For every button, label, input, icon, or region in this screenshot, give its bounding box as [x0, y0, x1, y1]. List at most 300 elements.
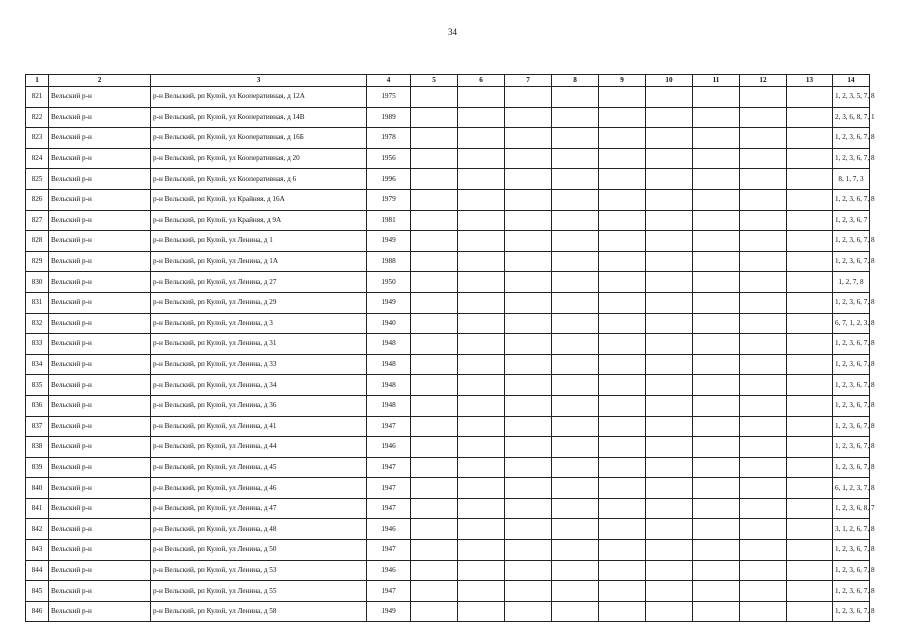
empty-cell [787, 457, 833, 478]
empty-cell [411, 601, 458, 622]
column-14-cell: 1, 2, 3, 6, 7, 8 [833, 395, 870, 416]
empty-cell [552, 334, 599, 355]
empty-cell [505, 128, 552, 149]
empty-cell [599, 128, 646, 149]
empty-cell [740, 519, 787, 540]
district-cell: Вельский р-н [49, 560, 151, 581]
empty-cell [552, 478, 599, 499]
empty-cell [505, 395, 552, 416]
empty-cell [740, 87, 787, 108]
empty-cell [787, 354, 833, 375]
empty-cell [458, 148, 505, 169]
empty-cell [740, 375, 787, 396]
empty-cell [599, 601, 646, 622]
row-number-cell: 844 [26, 560, 49, 581]
empty-cell [787, 313, 833, 334]
column-14-cell: 1, 2, 3, 6, 7, 8 [833, 581, 870, 602]
empty-cell [693, 169, 740, 190]
empty-cell [740, 416, 787, 437]
empty-cell [740, 272, 787, 293]
empty-cell [411, 210, 458, 231]
address-cell: р-н Вельский, рп Кулой, ул Ленина, д 46 [151, 478, 367, 499]
empty-cell [646, 416, 693, 437]
empty-cell [693, 498, 740, 519]
empty-cell [411, 87, 458, 108]
empty-cell [411, 272, 458, 293]
empty-cell [646, 601, 693, 622]
empty-cell [599, 313, 646, 334]
empty-cell [599, 210, 646, 231]
empty-cell [411, 354, 458, 375]
year-cell: 1946 [367, 560, 411, 581]
empty-cell [411, 169, 458, 190]
table-row [26, 437, 870, 458]
table-row [26, 210, 870, 231]
column-14-cell: 3, 1, 2, 6, 7, 8 [833, 519, 870, 540]
table-body [26, 87, 875, 622]
district-cell: Вельский р-н [49, 272, 151, 293]
empty-cell [458, 107, 505, 128]
empty-cell [693, 87, 740, 108]
year-cell: 1988 [367, 251, 411, 272]
empty-cell [740, 437, 787, 458]
empty-cell [552, 189, 599, 210]
page-number: 34 [448, 27, 457, 37]
empty-cell [693, 416, 740, 437]
empty-cell [646, 334, 693, 355]
table-row [26, 478, 870, 499]
row-number-cell: 836 [26, 395, 49, 416]
table-row [26, 416, 870, 437]
column-header: 14 [833, 75, 870, 87]
empty-cell [599, 478, 646, 499]
empty-cell [458, 272, 505, 293]
empty-cell [505, 519, 552, 540]
column-header: 8 [552, 75, 599, 87]
row-number-cell: 834 [26, 354, 49, 375]
empty-cell [552, 457, 599, 478]
empty-cell [411, 231, 458, 252]
empty-cell [740, 498, 787, 519]
empty-cell [646, 107, 693, 128]
table-row [26, 334, 870, 355]
column-14-cell: 1, 2, 3, 6, 7, 8 [833, 437, 870, 458]
table-row [26, 519, 870, 540]
empty-cell [599, 231, 646, 252]
row-number-cell: 833 [26, 334, 49, 355]
row-number-cell: 828 [26, 231, 49, 252]
row-number-cell: 835 [26, 375, 49, 396]
empty-cell [458, 189, 505, 210]
empty-cell [505, 231, 552, 252]
empty-cell [740, 478, 787, 499]
year-cell: 1996 [367, 169, 411, 190]
year-cell: 1949 [367, 292, 411, 313]
empty-cell [787, 87, 833, 108]
empty-cell [740, 231, 787, 252]
table-row [26, 581, 870, 602]
address-cell: р-н Вельский, рп Кулой, ул Ленина, д 3 [151, 313, 367, 334]
row-number-cell: 842 [26, 519, 49, 540]
empty-cell [693, 457, 740, 478]
address-cell: р-н Вельский, рп Кулой, ул Ленина, д 33 [151, 354, 367, 375]
empty-cell [552, 601, 599, 622]
empty-cell [646, 272, 693, 293]
empty-cell [740, 251, 787, 272]
empty-cell [505, 581, 552, 602]
empty-cell [646, 437, 693, 458]
address-cell: р-н Вельский, рп Кулой, ул Ленина, д 27 [151, 272, 367, 293]
empty-cell [458, 457, 505, 478]
empty-cell [599, 540, 646, 561]
column-14-cell: 1, 2, 3, 6, 7, 8 [833, 189, 870, 210]
table-row [26, 354, 870, 375]
empty-cell [599, 416, 646, 437]
district-cell: Вельский р-н [49, 107, 151, 128]
empty-cell [740, 148, 787, 169]
address-cell: р-н Вельский, рп Кулой, ул Ленина, д 58 [151, 601, 367, 622]
empty-cell [599, 395, 646, 416]
empty-cell [458, 87, 505, 108]
table-row [26, 231, 870, 252]
empty-cell [646, 581, 693, 602]
column-header: 1 [26, 75, 49, 87]
row-number-cell: 837 [26, 416, 49, 437]
empty-cell [552, 148, 599, 169]
empty-cell [411, 395, 458, 416]
table-row [26, 313, 870, 334]
empty-cell [787, 519, 833, 540]
empty-cell [505, 189, 552, 210]
year-cell: 1940 [367, 313, 411, 334]
empty-cell [740, 457, 787, 478]
column-14-cell: 1, 2, 3, 6, 7, 8 [833, 231, 870, 252]
empty-cell [411, 478, 458, 499]
row-number-cell: 839 [26, 457, 49, 478]
empty-cell [552, 128, 599, 149]
year-cell: 1949 [367, 601, 411, 622]
address-cell: р-н Вельский, рп Кулой, ул Крайняя, д 16А [151, 189, 367, 210]
row-number-cell: 827 [26, 210, 49, 231]
district-cell: Вельский р-н [49, 540, 151, 561]
year-cell: 1950 [367, 272, 411, 293]
year-cell: 1948 [367, 354, 411, 375]
empty-cell [693, 601, 740, 622]
table-header-row [26, 75, 870, 87]
empty-cell [505, 313, 552, 334]
empty-cell [599, 437, 646, 458]
empty-cell [552, 107, 599, 128]
column-header: 13 [787, 75, 833, 87]
district-cell: Вельский р-н [49, 128, 151, 149]
address-cell: р-н Вельский, рп Кулой, ул Ленина, д 53 [151, 560, 367, 581]
year-cell: 1946 [367, 519, 411, 540]
district-cell: Вельский р-н [49, 313, 151, 334]
empty-cell [599, 375, 646, 396]
empty-cell [787, 107, 833, 128]
empty-cell [411, 313, 458, 334]
address-cell: р-н Вельский, рп Кулой, ул Кооперативная, д 20 [151, 148, 367, 169]
year-cell: 1949 [367, 231, 411, 252]
empty-cell [411, 416, 458, 437]
empty-cell [599, 107, 646, 128]
row-number-cell: 846 [26, 601, 49, 622]
empty-cell [411, 189, 458, 210]
empty-cell [458, 251, 505, 272]
year-cell: 1947 [367, 540, 411, 561]
empty-cell [693, 334, 740, 355]
empty-cell [787, 231, 833, 252]
empty-cell [646, 210, 693, 231]
column-header: 12 [740, 75, 787, 87]
empty-cell [599, 189, 646, 210]
empty-cell [693, 313, 740, 334]
district-cell: Вельский р-н [49, 231, 151, 252]
district-cell: Вельский р-н [49, 292, 151, 313]
column-14-cell: 1, 2, 7, 8 [833, 272, 870, 293]
column-14-cell: 2, 3, 6, 8, 7, 1 [833, 107, 870, 128]
empty-cell [646, 169, 693, 190]
column-14-cell: 1, 2, 3, 6, 7, 8 [833, 292, 870, 313]
empty-cell [646, 498, 693, 519]
empty-cell [693, 148, 740, 169]
empty-cell [693, 128, 740, 149]
address-cell: р-н Вельский, рп Кулой, ул Ленина, д 44 [151, 437, 367, 458]
row-number-cell: 838 [26, 437, 49, 458]
empty-cell [599, 457, 646, 478]
row-number-cell: 821 [26, 87, 49, 108]
empty-cell [787, 581, 833, 602]
table-row [26, 457, 870, 478]
empty-cell [458, 560, 505, 581]
empty-cell [646, 313, 693, 334]
empty-cell [599, 292, 646, 313]
empty-cell [740, 395, 787, 416]
empty-cell [787, 560, 833, 581]
empty-cell [552, 292, 599, 313]
empty-cell [693, 540, 740, 561]
empty-cell [646, 375, 693, 396]
row-number-cell: 843 [26, 540, 49, 561]
table-row [26, 375, 870, 396]
empty-cell [458, 334, 505, 355]
empty-cell [505, 375, 552, 396]
empty-cell [552, 251, 599, 272]
empty-cell [599, 272, 646, 293]
empty-cell [693, 272, 740, 293]
row-number-cell: 825 [26, 169, 49, 190]
column-14-cell: 1, 2, 3, 6, 7 [833, 210, 870, 231]
empty-cell [599, 334, 646, 355]
address-cell: р-н Вельский, рп Кулой, ул Ленина, д 55 [151, 581, 367, 602]
empty-cell [787, 478, 833, 499]
year-cell: 1947 [367, 581, 411, 602]
empty-cell [787, 498, 833, 519]
district-cell: Вельский р-н [49, 416, 151, 437]
empty-cell [505, 334, 552, 355]
row-number-cell: 840 [26, 478, 49, 499]
empty-cell [411, 375, 458, 396]
empty-cell [787, 189, 833, 210]
empty-cell [693, 581, 740, 602]
row-number-cell: 845 [26, 581, 49, 602]
table-row [26, 169, 870, 190]
empty-cell [646, 560, 693, 581]
empty-cell [740, 169, 787, 190]
address-cell: р-н Вельский, рп Кулой, ул Ленина, д 50 [151, 540, 367, 561]
empty-cell [411, 540, 458, 561]
column-header: 9 [599, 75, 646, 87]
address-cell: р-н Вельский, рп Кулой, ул Ленина, д 45 [151, 457, 367, 478]
empty-cell [693, 231, 740, 252]
empty-cell [411, 148, 458, 169]
year-cell: 1946 [367, 437, 411, 458]
empty-cell [505, 169, 552, 190]
empty-cell [458, 231, 505, 252]
district-cell: Вельский р-н [49, 601, 151, 622]
address-cell: р-н Вельский, рп Кулой, ул Ленина, д 47 [151, 498, 367, 519]
empty-cell [599, 581, 646, 602]
empty-cell [505, 148, 552, 169]
empty-cell [646, 540, 693, 561]
empty-cell [646, 478, 693, 499]
empty-cell [411, 334, 458, 355]
empty-cell [646, 87, 693, 108]
empty-cell [505, 437, 552, 458]
table-row [26, 540, 870, 561]
column-14-cell: 6, 7, 1, 2, 3, 8 [833, 313, 870, 334]
empty-cell [599, 354, 646, 375]
empty-cell [787, 601, 833, 622]
district-cell: Вельский р-н [49, 87, 151, 108]
column-header: 11 [693, 75, 740, 87]
column-14-cell: 1, 2, 3, 6, 7, 8 [833, 251, 870, 272]
year-cell: 1989 [367, 107, 411, 128]
empty-cell [552, 437, 599, 458]
year-cell: 1978 [367, 128, 411, 149]
year-cell: 1947 [367, 498, 411, 519]
empty-cell [787, 540, 833, 561]
column-14-cell: 1, 2, 3, 5, 7, 8 [833, 87, 870, 108]
empty-cell [599, 519, 646, 540]
empty-cell [599, 87, 646, 108]
empty-cell [693, 560, 740, 581]
empty-cell [787, 437, 833, 458]
empty-cell [599, 251, 646, 272]
empty-cell [693, 107, 740, 128]
empty-cell [787, 128, 833, 149]
table-row [26, 148, 870, 169]
address-cell: р-н Вельский, рп Кулой, ул Ленина, д 36 [151, 395, 367, 416]
empty-cell [552, 210, 599, 231]
empty-cell [458, 395, 505, 416]
empty-cell [599, 148, 646, 169]
address-cell: р-н Вельский, рп Кулой, ул Кооперативная, д 16Б [151, 128, 367, 149]
empty-cell [505, 87, 552, 108]
empty-cell [693, 519, 740, 540]
empty-cell [552, 519, 599, 540]
empty-cell [458, 581, 505, 602]
empty-cell [740, 334, 787, 355]
empty-cell [505, 292, 552, 313]
empty-cell [693, 375, 740, 396]
table-row [26, 87, 870, 108]
district-cell: Вельский р-н [49, 354, 151, 375]
empty-cell [458, 354, 505, 375]
table-row [26, 395, 870, 416]
empty-cell [552, 540, 599, 561]
empty-cell [505, 354, 552, 375]
column-14-cell: 1, 2, 3, 6, 7, 8 [833, 148, 870, 169]
empty-cell [552, 313, 599, 334]
year-cell: 1981 [367, 210, 411, 231]
empty-cell [552, 169, 599, 190]
address-cell: р-н Вельский, рп Кулой, ул Кооперативная, д 14В [151, 107, 367, 128]
empty-cell [505, 210, 552, 231]
empty-cell [458, 375, 505, 396]
empty-cell [599, 169, 646, 190]
row-number-cell: 824 [26, 148, 49, 169]
empty-cell [458, 210, 505, 231]
empty-cell [552, 581, 599, 602]
table-row [26, 189, 870, 210]
district-cell: Вельский р-н [49, 478, 151, 499]
empty-cell [458, 292, 505, 313]
row-number-cell: 822 [26, 107, 49, 128]
column-header: 5 [411, 75, 458, 87]
empty-cell [411, 581, 458, 602]
column-header: 10 [646, 75, 693, 87]
column-header: 2 [49, 75, 151, 87]
empty-cell [646, 292, 693, 313]
empty-cell [787, 251, 833, 272]
district-cell: Вельский р-н [49, 189, 151, 210]
empty-cell [505, 251, 552, 272]
empty-cell [411, 107, 458, 128]
empty-cell [552, 272, 599, 293]
empty-cell [505, 457, 552, 478]
year-cell: 1947 [367, 416, 411, 437]
empty-cell [552, 354, 599, 375]
district-cell: Вельский р-н [49, 581, 151, 602]
empty-cell [740, 601, 787, 622]
empty-cell [740, 292, 787, 313]
district-cell: Вельский р-н [49, 395, 151, 416]
empty-cell [411, 437, 458, 458]
empty-cell [693, 189, 740, 210]
empty-cell [646, 148, 693, 169]
empty-cell [411, 560, 458, 581]
empty-cell [458, 498, 505, 519]
empty-cell [458, 437, 505, 458]
empty-cell [646, 231, 693, 252]
empty-cell [411, 251, 458, 272]
empty-cell [505, 540, 552, 561]
column-14-cell: 1, 2, 3, 6, 7, 8 [833, 560, 870, 581]
year-cell: 1956 [367, 148, 411, 169]
address-cell: р-н Вельский, рп Кулой, ул Ленина, д 41 [151, 416, 367, 437]
empty-cell [599, 560, 646, 581]
address-cell: р-н Вельский, рп Кулой, ул Крайняя, д 9А [151, 210, 367, 231]
empty-cell [740, 354, 787, 375]
column-14-cell: 8, 1, 7, 3 [833, 169, 870, 190]
empty-cell [787, 375, 833, 396]
district-cell: Вельский р-н [49, 251, 151, 272]
column-header: 6 [458, 75, 505, 87]
empty-cell [552, 231, 599, 252]
row-number-cell: 830 [26, 272, 49, 293]
empty-cell [599, 498, 646, 519]
